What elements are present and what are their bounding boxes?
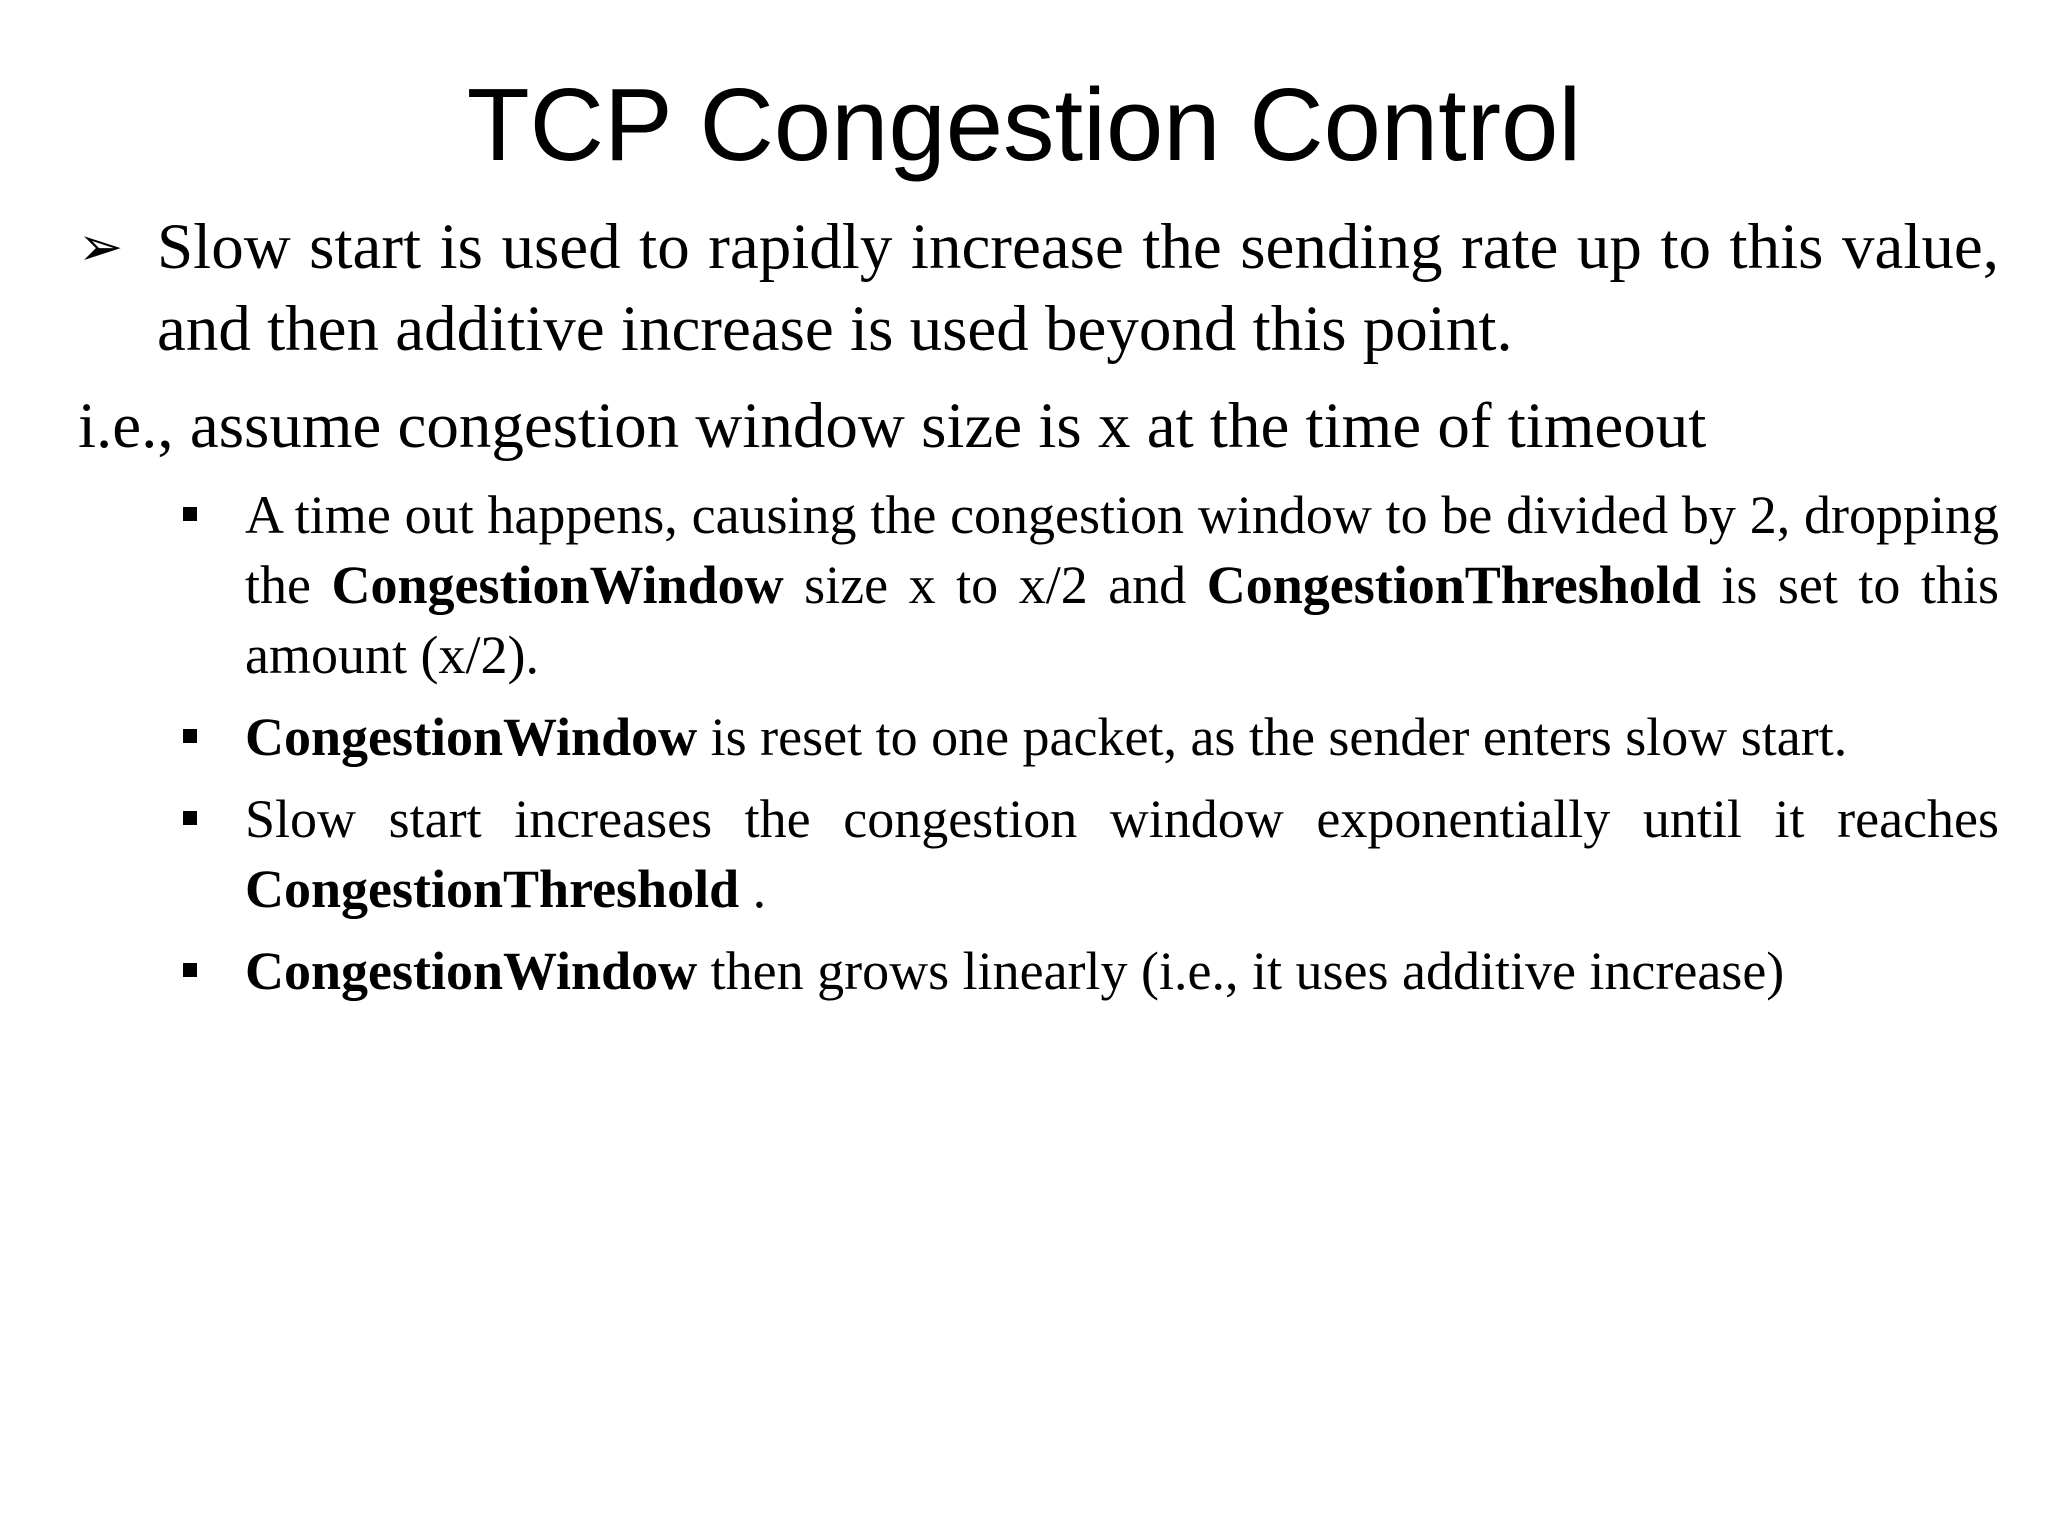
sub-bullet-item bbox=[183, 702, 1999, 772]
bold-term: CongestionThreshold bbox=[245, 859, 740, 919]
text-segment: A time out happens, causing the congestion window to be divided by 2, dropping the bbox=[245, 485, 1999, 615]
square-bullet-icon bbox=[183, 811, 197, 825]
sub-bullet-text bbox=[245, 702, 1999, 772]
sub-bullet-item bbox=[183, 784, 1999, 924]
text-segment: then grows linearly (i.e., it uses additive increase) bbox=[697, 941, 1785, 1001]
bold-term: CongestionWindow bbox=[331, 555, 784, 615]
sub-bullet-text bbox=[245, 936, 1999, 1006]
sub-bullet-item bbox=[183, 936, 1999, 1006]
text-segment: Slow start increases the congestion window exponentially until it reaches bbox=[245, 789, 1999, 849]
text-segment: size x to x/2 and bbox=[783, 555, 1207, 615]
square-bullet-icon bbox=[183, 963, 197, 977]
main-bullet bbox=[78, 206, 1999, 370]
arrow-bullet-icon: ➢ bbox=[78, 215, 124, 278]
sub-bullet-text bbox=[245, 480, 1999, 690]
text-segment: is set to this amount (x/2). bbox=[245, 555, 1999, 685]
bold-term: CongestionWindow bbox=[245, 941, 698, 1001]
bold-term: CongestionThreshold bbox=[1206, 555, 1701, 615]
assumption-line: i.e., assume congestion window size is x at the time of timeout bbox=[78, 390, 1707, 462]
sub-bullet-list bbox=[183, 480, 1999, 1018]
square-bullet-icon bbox=[183, 507, 197, 521]
sub-bullet-text bbox=[245, 784, 1999, 924]
text-segment: . bbox=[739, 859, 767, 919]
slide-title: TCP Congestion Control bbox=[466, 67, 1582, 182]
square-bullet-icon bbox=[183, 729, 197, 743]
sub-bullet-item bbox=[183, 480, 1999, 690]
text-segment: is reset to one packet, as the sender enters slow start. bbox=[697, 707, 1848, 767]
main-bullet-text: Slow start is used to rapidly increase the sending rate up to this value, and then additive increase is used beyond this point. bbox=[157, 211, 1999, 365]
bold-term: CongestionWindow bbox=[245, 707, 698, 767]
